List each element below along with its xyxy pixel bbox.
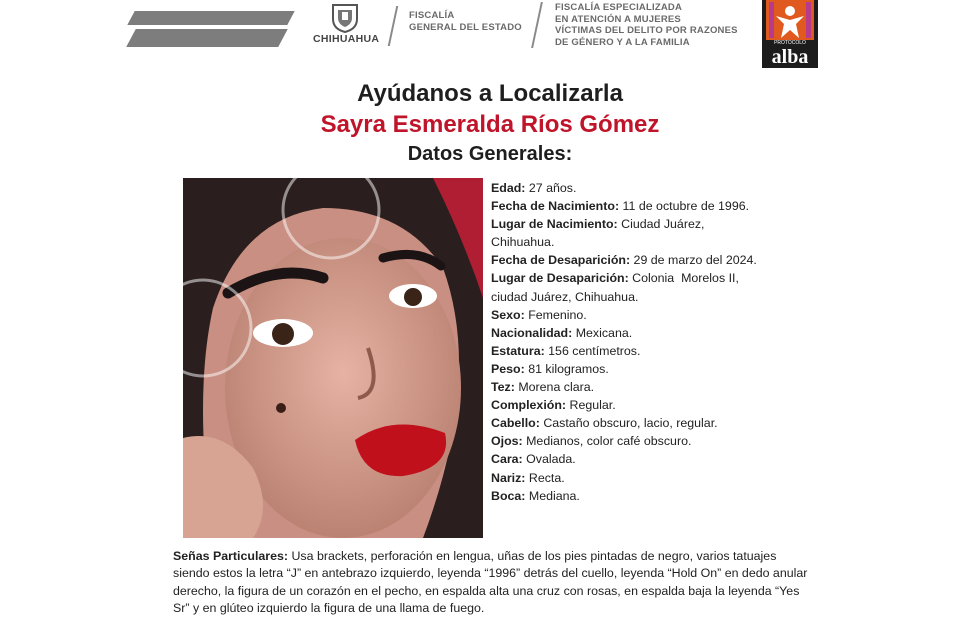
detail-label: Lugar de Desaparición:: [491, 271, 629, 286]
detail-value: 29 de marzo del 2024.: [630, 253, 757, 268]
detail-label: Complexión:: [491, 398, 567, 413]
detail-label: Cara:: [491, 452, 523, 467]
person-name: Sayra Esmeralda Ríos Gómez: [320, 111, 660, 138]
detail-value: Ciudad Juárez,: [617, 217, 705, 232]
detail-label: Nariz:: [491, 470, 526, 485]
senas-label: Señas Particulares:: [173, 549, 289, 563]
detail-value: Ovalada.: [522, 452, 576, 467]
fiscalia-line2: GENERAL DEL ESTADO: [409, 21, 522, 33]
header-divider: [531, 2, 543, 48]
detail-value: ciudad Juárez, Chihuahua.: [491, 289, 639, 304]
especializada-line: VÍCTIMAS DEL DELITO POR RAZONES: [555, 25, 738, 36]
alba-protocol-logo: [762, 0, 818, 68]
detail-row-ojos: [491, 432, 811, 450]
especializada-line: FISCALÍA ESPECIALIZADA: [555, 2, 683, 13]
detail-label: Peso:: [491, 361, 525, 376]
detail-label: Fecha de Nacimiento:: [491, 199, 620, 214]
alba-small-label: PROTOCOLO: [774, 40, 806, 46]
header-divider: [388, 6, 399, 46]
senas-text: Usa brackets, perforación en lengua, uñas de los pies pintadas de negro, varios tatuajes siendo estos la letra “J” en antebrazo izquierdo, leyenda “1996” detrás del cuello, leyenda “Hold On” en dedo anular derecho, la figura de un corazón en el pecho, en espalda alta una cruz con rosas, en espalda baja la leyenda “Yes Sr” y en glúteo izquierdo la figura de una llama de fuego.: [173, 549, 808, 616]
detail-row-tez: [491, 378, 811, 396]
alba-figure-icon: [766, 0, 814, 40]
detail-label: Ojos:: [491, 434, 523, 449]
detail-row-lugar-nacimiento-cont: [491, 233, 811, 251]
detail-label: Lugar de Nacimiento:: [491, 217, 618, 232]
detail-label: Nacionalidad:: [491, 325, 573, 340]
alba-word: alba: [771, 46, 809, 68]
detail-row-boca: [491, 487, 811, 505]
alba-orange-panel: [766, 0, 814, 40]
detail-value: Mediana.: [525, 488, 580, 503]
state-logo-text: CHIHUAHUA: [313, 33, 380, 45]
detail-row-sexo: [491, 306, 811, 324]
detail-row-complexion: [491, 396, 811, 414]
detail-row-lugar-nacimiento: [491, 215, 811, 233]
detail-label: Estatura:: [491, 343, 545, 358]
header-decor-bar-top: [127, 11, 294, 25]
detail-row-edad: [491, 179, 811, 197]
detail-label: Edad:: [491, 181, 526, 195]
person-photo-icon: [183, 178, 483, 538]
detail-label: Cabello:: [491, 416, 540, 431]
detail-row-lugar-desaparicion: [491, 269, 811, 287]
detail-row-fecha-desaparicion: [491, 251, 811, 269]
detail-value: Chihuahua.: [491, 235, 555, 250]
fiscalia-especializada-label: [555, 2, 738, 48]
detail-row-cabello: [491, 414, 811, 432]
detail-row-cara: [491, 450, 811, 468]
fiscalia-line1: FISCALÍA: [409, 10, 455, 21]
general-data-list: [491, 179, 811, 505]
fiscalia-general-label: [409, 10, 522, 33]
detail-value: Morena clara.: [514, 380, 595, 395]
detail-row-fecha-nacimiento: [491, 197, 811, 215]
detail-label: Boca:: [491, 488, 526, 503]
especializada-line: DE GÉNERO Y A LA FAMILIA: [555, 36, 690, 48]
detail-value: Mexicana.: [572, 325, 633, 340]
section-title: Datos Generales:: [407, 143, 573, 165]
especializada-line: EN ATENCIÓN A MUJERES: [555, 13, 681, 25]
detail-row-estatura: [491, 342, 811, 360]
detail-value: 81 kilogramos.: [524, 361, 609, 376]
missing-person-photo: [183, 178, 483, 538]
header-decor-bar-bottom: [126, 29, 288, 47]
distinguishing-marks: [173, 548, 813, 618]
detail-value: 156 centímetros.: [544, 343, 641, 358]
detail-value: Medianos, color café obscuro.: [522, 434, 692, 449]
detail-label: Fecha de Desaparición:: [491, 253, 631, 268]
detail-row-peso: [491, 360, 811, 378]
state-shield-icon: [331, 3, 359, 33]
detail-label: Tez:: [491, 380, 515, 395]
detail-row-nacionalidad: [491, 324, 811, 342]
detail-value: 27 años.: [525, 181, 577, 195]
page-heading: Ayúdanos a Localizarla: [357, 80, 623, 107]
detail-value: Colonia Morelos II,: [628, 271, 739, 286]
detail-row-lugar-desaparicion-cont: [491, 288, 811, 306]
detail-value: 11 de octubre de 1996.: [619, 199, 750, 214]
detail-value: Recta.: [525, 470, 565, 485]
detail-value: Castaño obscuro, lacio, regular.: [539, 416, 718, 431]
detail-value: Regular.: [566, 398, 616, 413]
detail-value: Femenino.: [524, 307, 587, 322]
detail-label: Sexo:: [491, 307, 525, 322]
detail-row-nariz: [491, 469, 811, 487]
